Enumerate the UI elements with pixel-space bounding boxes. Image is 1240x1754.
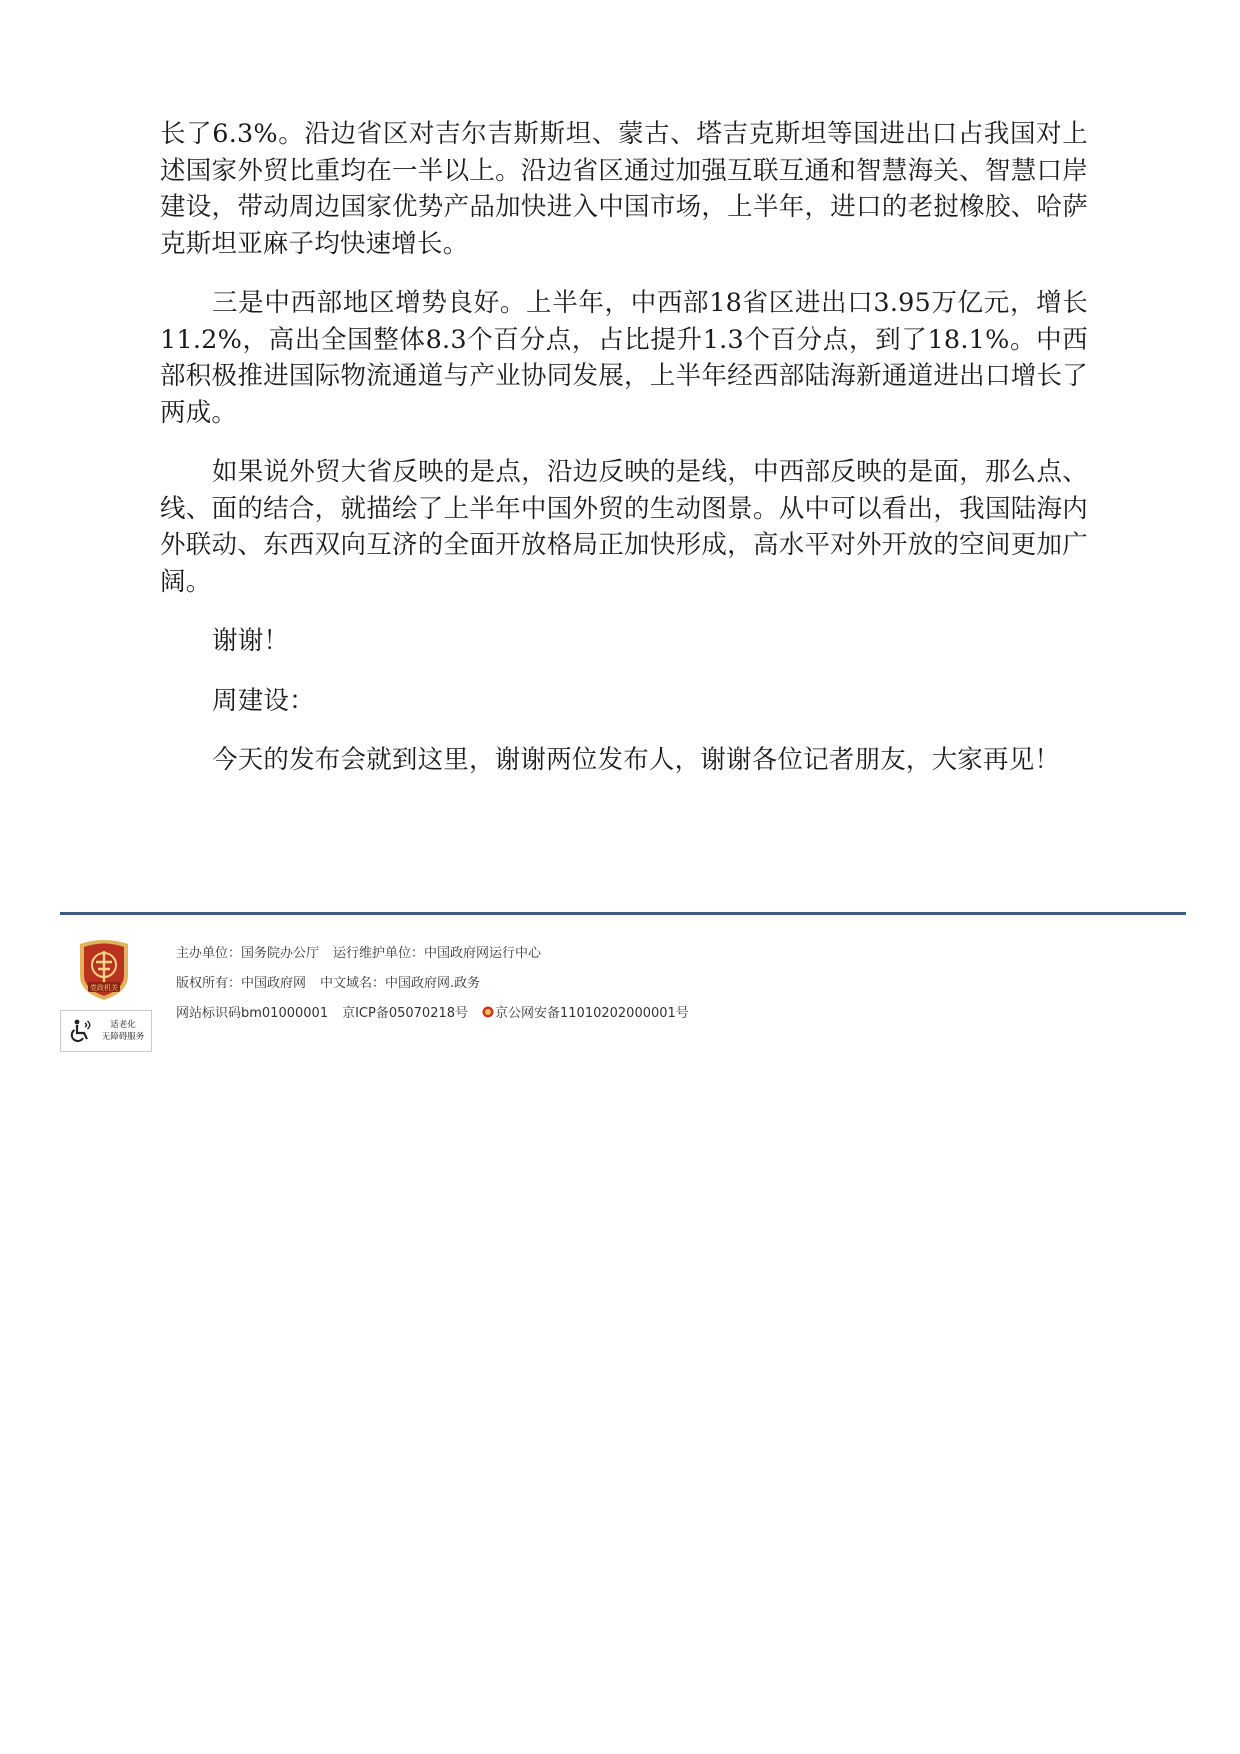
footer-copyright: 版权所有：中国政府网 <box>176 976 307 991</box>
accessibility-label-line1: 适老化 <box>110 1020 136 1030</box>
footer-operator: 运行维护单位：中国政府网运行中心 <box>333 946 542 961</box>
speaker-name: 周建设： <box>212 685 315 716</box>
footer-divider <box>60 912 1186 915</box>
paragraph-border-provinces: 长了6.3%。沿边省区对吉尔吉斯斯坦、蒙古、塔吉克斯坦等国进出口占我国对上述国家外贸比重均在一半以上。沿边省区通过加强互联互通和智慧海关、智慧口岸建设，带动周边国家优势产品加快进入中国市场，上半年，进口的老挝橡胶、哈萨克斯坦亚麻子均快速增长。 <box>160 119 1088 259</box>
footer-icp-link[interactable]: 京ICP备05070218号 <box>342 1006 469 1021</box>
accessibility-service-badge[interactable] <box>60 1010 152 1052</box>
paragraph-thanks: 谢谢！ <box>212 626 290 656</box>
footer-police-link[interactable]: 京公网安备11010202000001号 <box>495 1006 689 1021</box>
accessibility-label <box>97 1019 149 1043</box>
paragraph-central-western: 三是中西部地区增势良好。上半年，中西部18省区进出口3.95万亿元，增长11.2%，高出全国整体8.3个百分点，占比提升1.3个百分点，到了18.1%。中西部积极推进国际物流通道与产业协同发展，上半年经西部陆海新通道进出口增长了两成。 <box>160 288 1088 428</box>
paragraph-closing: 今天的发布会就到这里，谢谢两位发布人，谢谢各位记者朋友，大家再见！ <box>212 745 1061 775</box>
footer-line-registration <box>176 1004 689 1024</box>
footer-info <box>176 944 689 1034</box>
police-badge-icon <box>482 1006 494 1018</box>
footer-site-id: 网站标识码bm01000001 <box>176 1006 329 1021</box>
footer-host: 主办单位：国务院办公厅 <box>176 946 320 961</box>
footer-domain: 中文域名：中国政府网.政务 <box>320 976 481 991</box>
accessibility-label-line2: 无障碍服务 <box>101 1032 145 1042</box>
footer-line-copyright <box>176 974 689 994</box>
seal-label: 党政机关 <box>90 984 118 992</box>
paragraph-summary: 如果说外贸大省反映的是点，沿边反映的是线，中西部反映的是面，那么点、线、面的结合，就描绘了上半年中国外贸的生动图景。从中可以看出，我国陆海内外联动、东西双向互济的全面开放格局正加快形成，高水平对外开放的空间更加广阔。 <box>160 457 1088 597</box>
site-footer <box>60 938 1186 1058</box>
seal-icon <box>76 938 132 1002</box>
party-government-seal-logo[interactable] <box>76 938 132 1002</box>
footer-line-organizers <box>176 944 689 964</box>
article-body <box>160 116 1088 779</box>
wheelchair-icon <box>68 1018 94 1044</box>
